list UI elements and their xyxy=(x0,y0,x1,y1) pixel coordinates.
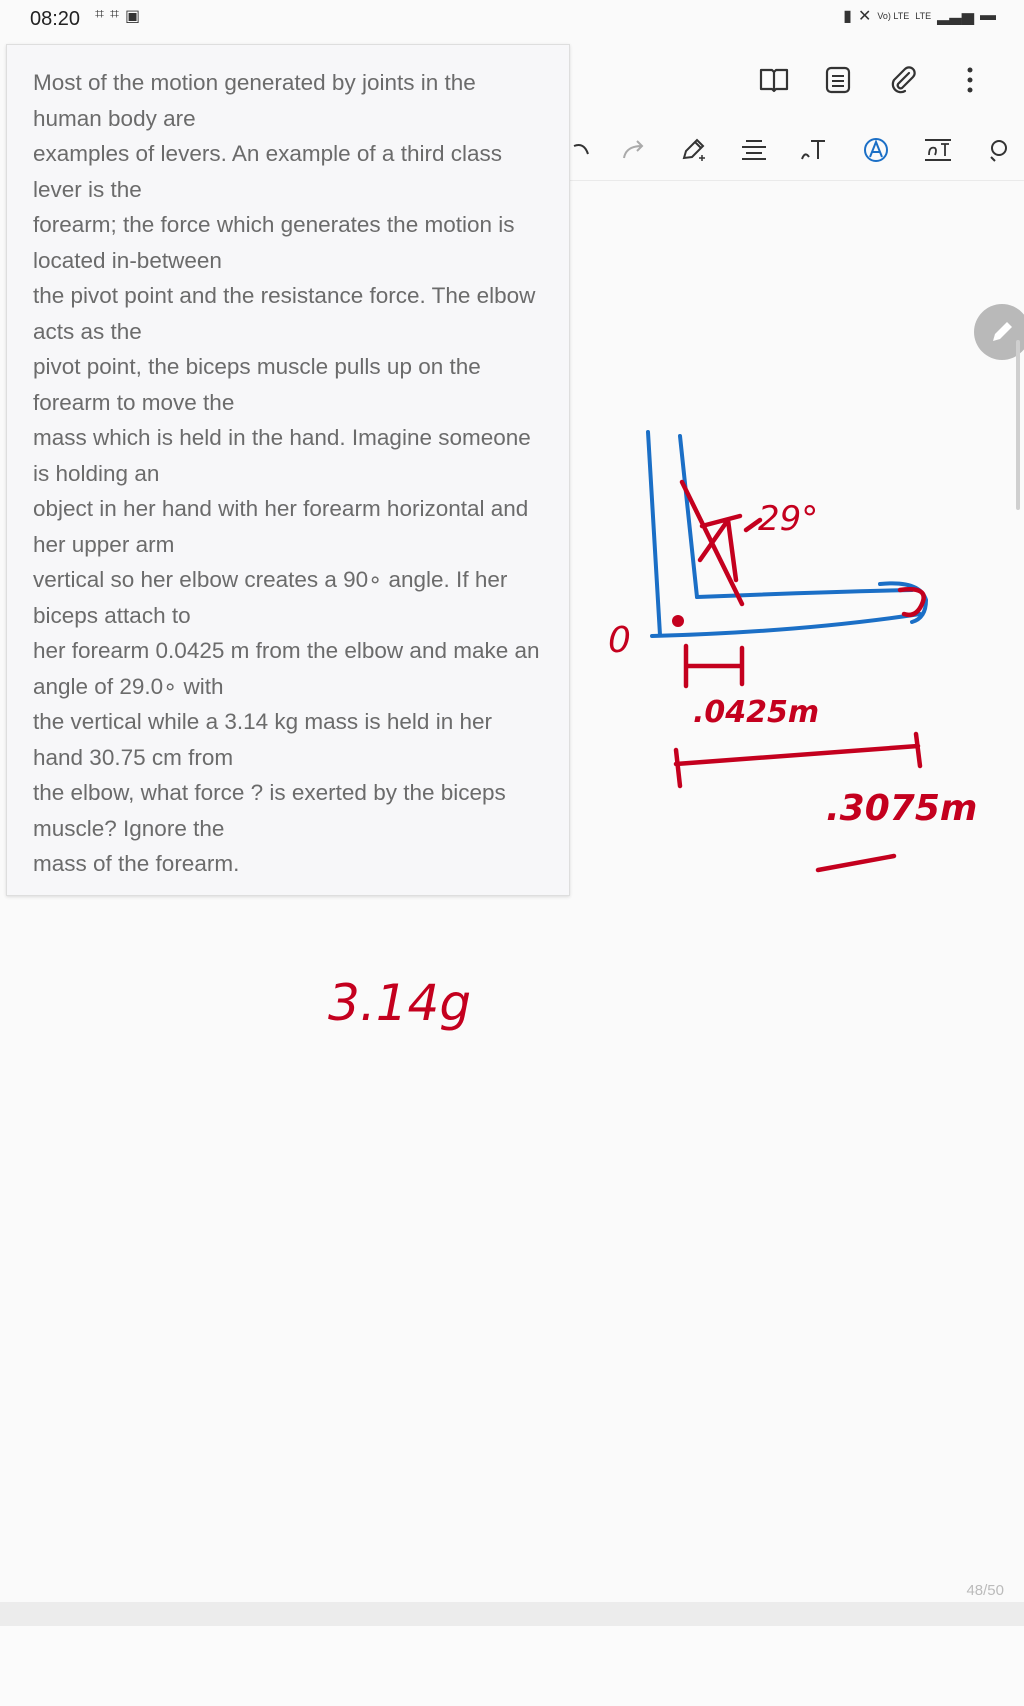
volte-icon: Vo) LTE xyxy=(877,11,910,21)
handwriting-text-button[interactable] xyxy=(792,128,836,172)
upper-arm-inner-stroke xyxy=(680,436,697,597)
bottom-area xyxy=(0,1626,1024,1706)
angle-triangle xyxy=(700,516,740,580)
screenshot-icon: ⌗ xyxy=(110,6,120,23)
book-view-button[interactable] xyxy=(750,56,798,104)
more-options-button[interactable] xyxy=(946,56,994,104)
page-counter: 48/50 xyxy=(966,1582,1004,1599)
pen-tool-button[interactable] xyxy=(672,128,716,172)
screenshot-icon: ⌗ xyxy=(95,6,105,23)
long-distance-label: .3075m xyxy=(826,788,978,829)
mute-icon: ✕ xyxy=(857,8,872,25)
handwriting-text-icon xyxy=(799,137,829,163)
status-system-icons xyxy=(843,6,996,26)
page-view-icon xyxy=(825,66,851,94)
pencil-icon xyxy=(988,318,1016,346)
biceps-force-vector xyxy=(682,482,742,604)
battery-icon: ▬ xyxy=(980,7,996,24)
long-distance-marker xyxy=(676,734,920,786)
redo-button[interactable] xyxy=(612,128,656,172)
attach-icon xyxy=(889,65,919,95)
lte-icon: LTE xyxy=(915,11,932,21)
page-view-button[interactable] xyxy=(814,56,862,104)
text-align-icon xyxy=(740,137,768,163)
hand-stroke xyxy=(880,583,926,622)
search-icon xyxy=(987,137,1013,163)
undo-icon xyxy=(570,138,594,162)
pivot-label: 0 xyxy=(608,620,631,661)
book-view-icon xyxy=(759,67,789,93)
upper-arm-outer-stroke xyxy=(648,432,660,635)
text-align-button[interactable] xyxy=(732,128,776,172)
pivot-dot xyxy=(672,615,684,627)
short-distance-marker xyxy=(686,646,742,686)
angle-label: 29° xyxy=(758,499,819,539)
redo-icon xyxy=(620,138,648,162)
status-time: 08:20 xyxy=(30,8,81,30)
mass-label: 3.14g xyxy=(328,974,472,1032)
short-distance-label: .0425m xyxy=(693,695,820,730)
question-card[interactable] xyxy=(6,44,570,896)
question-text: Most of the motion generated by joints in the human body are examples of levers. An example of a third class lever is the forearm; the force which generates the motion is located in-between the pivot point and the resistance force. The elbow acts as the pivot point, the biceps muscle pulls up on the forearm to move the mass which is held in the hand. Imagine someone is holding an object in her hand with her forearm horizontal and her upper arm vertical so her elbow creates a 90∘ angle. If her biceps attach to her forearm 0.0425 m from the elbow and make an angle of 29.0∘ with the vertical while a 3.14 kg mass is held in her hand 30.75 cm from the elbow, what force ? is exerted by the biceps muscle? Ignore the mass of the forearm. xyxy=(33,70,540,876)
fill-color-button[interactable] xyxy=(854,128,898,172)
pen-tool-icon xyxy=(679,136,709,164)
scrollbar[interactable] xyxy=(1016,340,1020,510)
text-box-icon xyxy=(923,137,953,163)
more-options-icon xyxy=(966,66,974,94)
top-toolbar xyxy=(554,56,1024,112)
forearm-bottom-stroke xyxy=(652,614,920,636)
bottom-divider xyxy=(0,1602,1024,1626)
forearm-top-stroke xyxy=(697,590,912,597)
status-notification-icons xyxy=(95,6,140,26)
signal-icon: ▂▃▅ xyxy=(937,8,974,25)
angle-mark xyxy=(746,520,760,530)
search-button[interactable] xyxy=(978,128,1022,172)
hand-mark xyxy=(900,589,924,615)
status-bar xyxy=(0,0,1024,36)
nfc-icon: ▮ xyxy=(843,8,852,25)
fill-color-icon xyxy=(862,136,890,164)
text-box-button[interactable] xyxy=(916,128,960,172)
drawing-tools-toolbar xyxy=(560,128,1024,181)
attach-button[interactable] xyxy=(880,56,928,104)
gallery-icon: ▣ xyxy=(125,8,141,25)
long-distance-underline xyxy=(818,856,894,870)
